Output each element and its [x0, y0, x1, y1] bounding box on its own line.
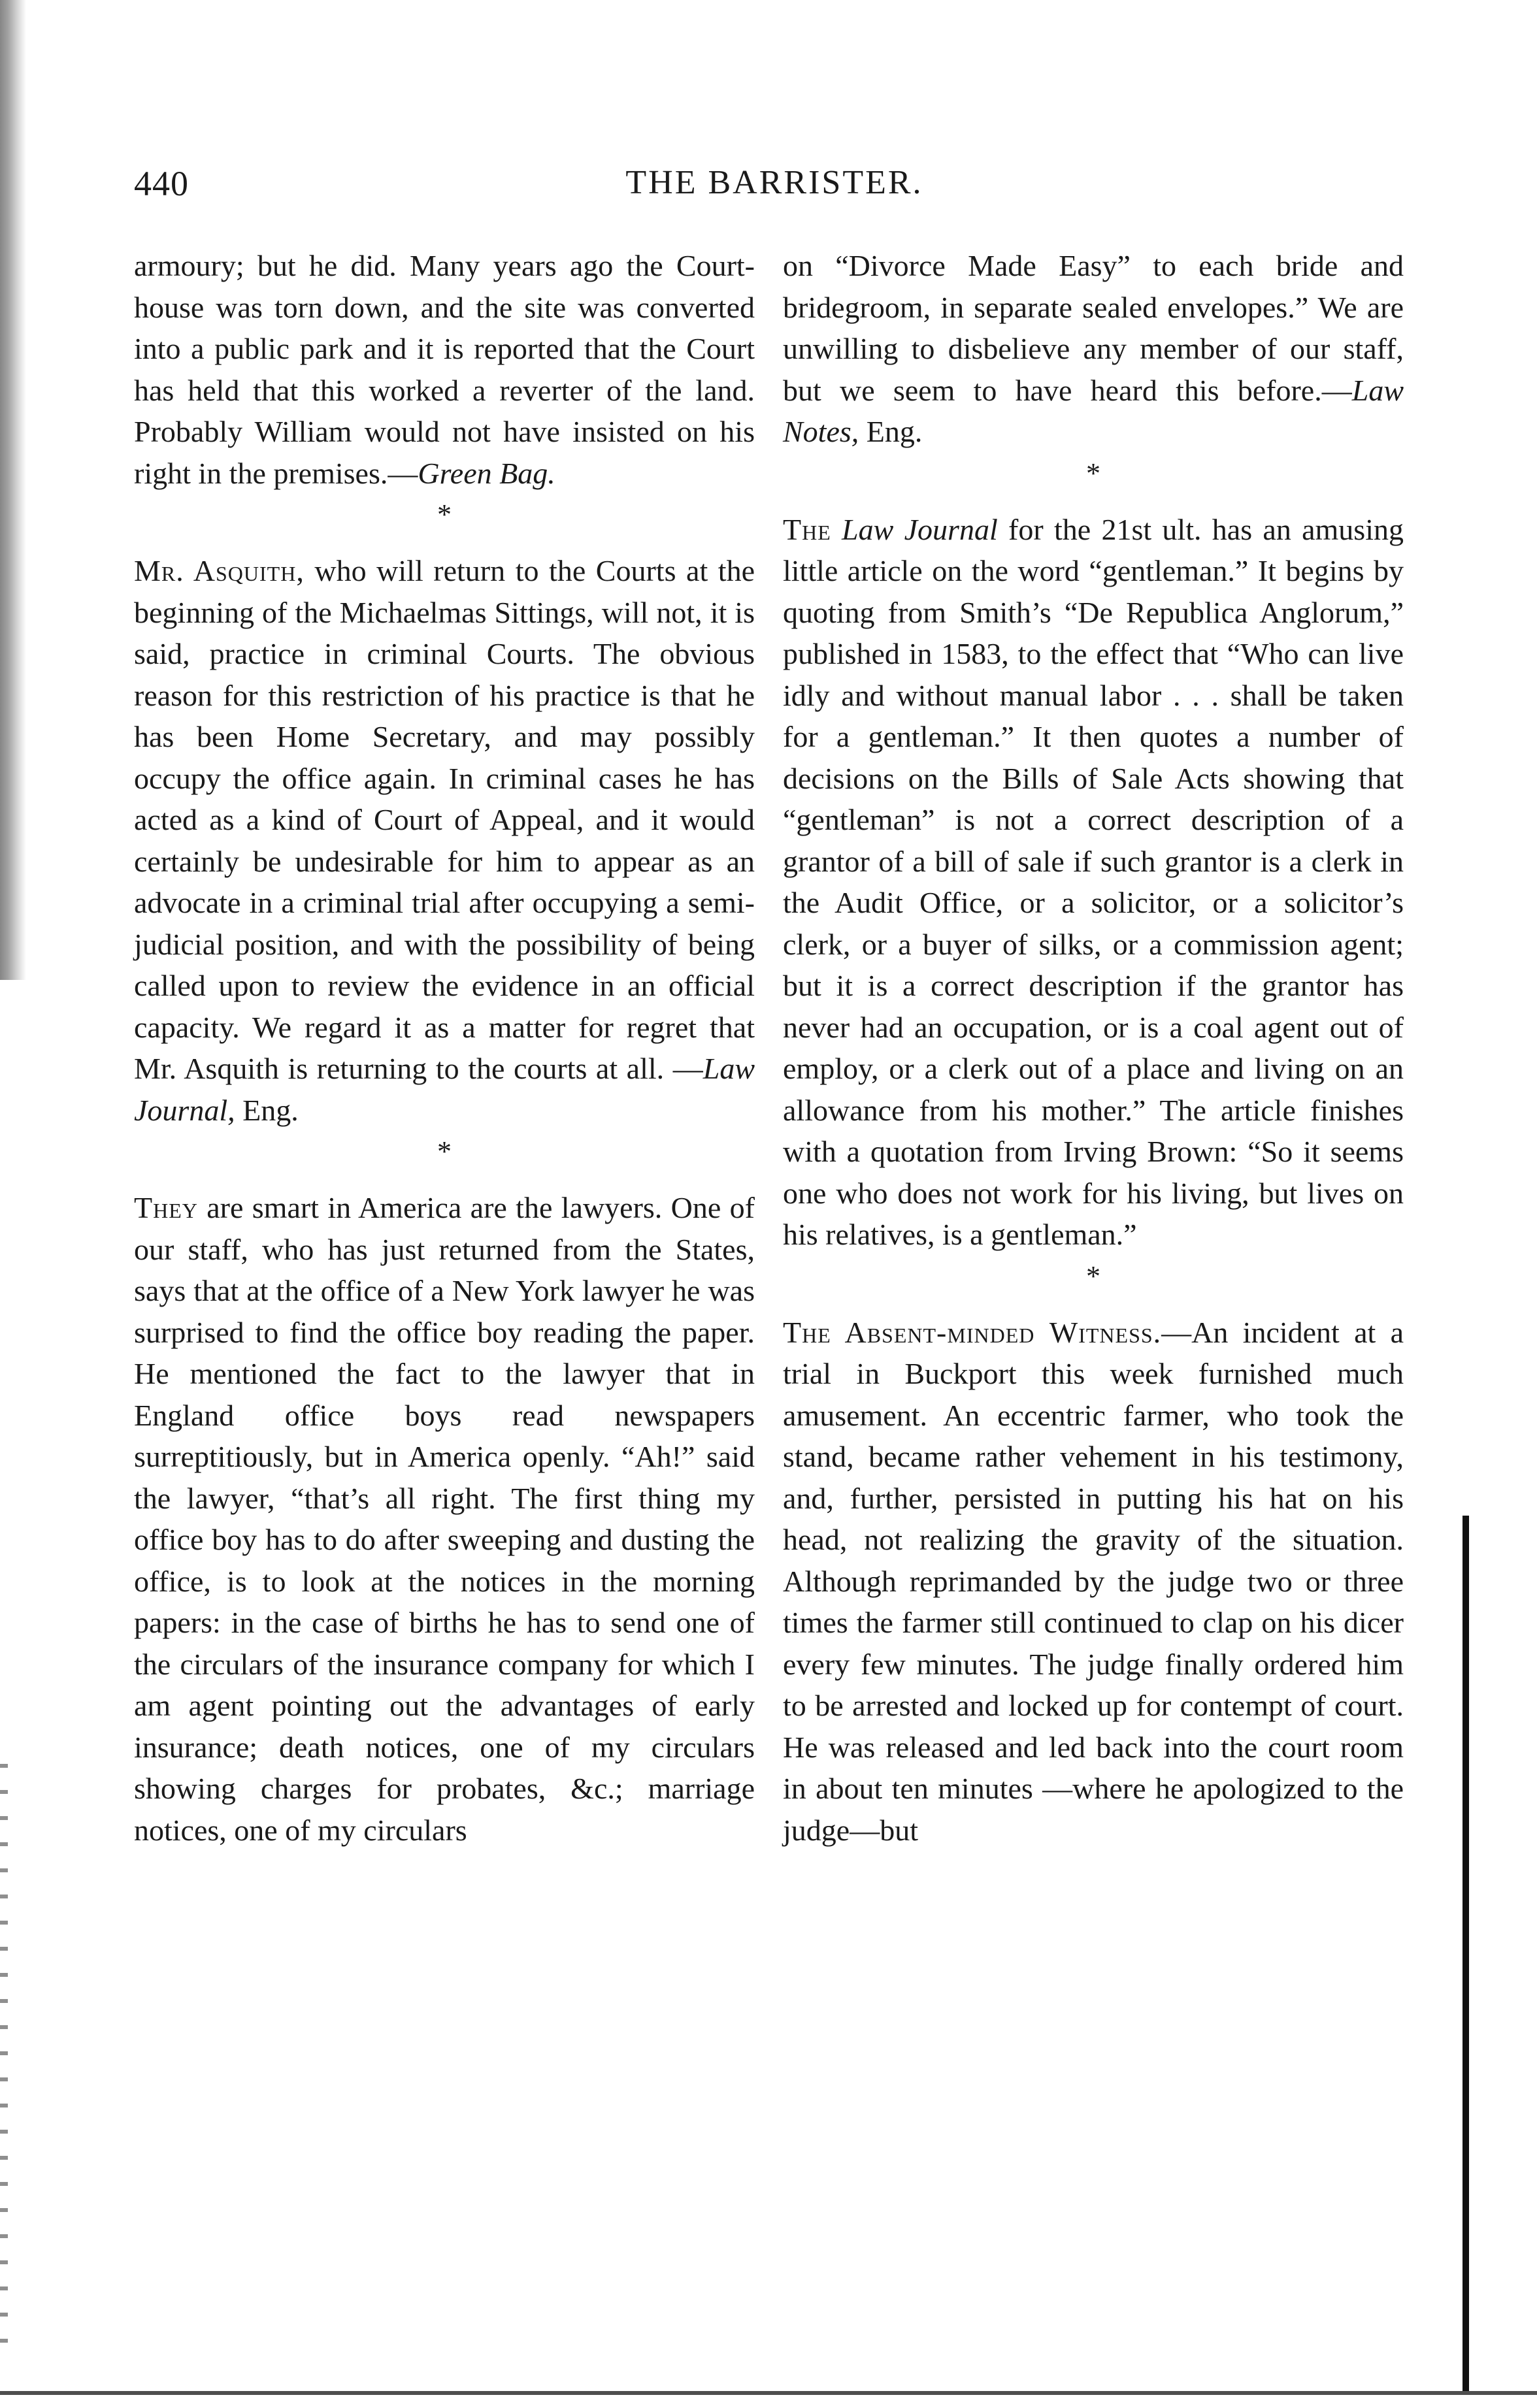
article-green-bag	[134, 245, 755, 494]
running-title: THE BARRISTER.	[625, 164, 923, 201]
article-text: for the 21st ult. has an amusing little article on the word “gentleman.” It begins by quoting from Smith’s “De Republica Anglorum,” published in 1583, to the effect that “Who can live idly and without manual labor . . . shall be taken for a gentleman.” It then quotes a number of decisions on the Bills of Sale Acts showing that “gentleman” is not a correct description of a grantor of a bill of sale if such grantor is a clerk in the Audit Office, or a solicitor, or a solicitor’s clerk, or a buyer of silks, or a commission agent; but it is a correct description if the grantor has never had an occupation, or is a coal agent out of employ, or a clerk out of a place and living on an allowance from his mother.” The article finishes with a quotation from Irving Brown: “So it seems one who does not work for his living, but lives on his relatives, is a gentleman.”	[783, 512, 1404, 1251]
article-source: Green Bag.	[418, 456, 555, 490]
article-text: are smart in America are the lawyers. One of our staff, who has just returned from the States, says that at the office of a New York lawyer he was surprised to find the office boy reading the paper. He mentioned the fact to the lawyer that in England office boys read newspapers surreptitiously, but in America openly. “Ah!” said the lawyer, “that’s all right. The first thing my office boy has to do after sweeping and dusting the office, is to look at the notices in the morning papers: in the case of births he has to send one of the circulars of the insurance company for which I am agent pointing out the advantages of early insurance; death notices, one of my circulars showing charges for probates, &c.; marriage notices, one of my circulars	[134, 1191, 755, 1847]
article-absent-minded-witness	[783, 1312, 1404, 1851]
scan-edge-marks	[0, 1764, 8, 2352]
article-text: —An incident at a trial in Buckport this week furnished much amusement. An eccentric farmer, who took the stand, became rather vehement in his testimony, and, further, persisted in putting his hat on his head, not realizing the gravity of the situation. Although reprimanded by the judge two or three times the farmer still continued to clap on his dicer every few minutes. The judge finally ordered him to be arrested and locked up for contempt of court. He was released and led back into the court room in about ten minutes —where he apologized to the judge—but	[783, 1315, 1404, 1847]
article-source: Law Journal,	[134, 1052, 755, 1127]
article-source: Law Notes,	[783, 373, 1404, 448]
bottom-edge-rule	[0, 2391, 1537, 2395]
article-lead: The Absent-minded Witness.	[783, 1315, 1162, 1349]
right-column	[783, 245, 1404, 1851]
article-lead: The	[783, 512, 831, 546]
article-source-tail: Eng.	[859, 415, 923, 448]
article-asquith	[134, 550, 755, 1131]
article-title-ref: Law Journal	[831, 512, 998, 546]
article-text: on “Divorce Made Easy” to each bride and bridegroom, in separate sealed envelopes.” We are unwilling to disbelieve any member of our staff, but we seem to have heard this before.—	[783, 249, 1404, 407]
section-separator: *	[437, 1135, 452, 1167]
page-number: 440	[134, 164, 189, 203]
scan-edge-shadow	[0, 0, 26, 980]
article-text: who will return to the Courts at the beginning of the Michaelmas Sittings, will not, it is said, practice in criminal Courts. The obvious reason for this restriction of his practice is that he has been Home Secretary, and may possibly occupy the office again. In criminal cases he has acted as a kind of Court of Appeal, and it would certainly be undesirable for him to appear as an advocate in a criminal trial after occupying a semi-judicial position, and with the possibility of being called upon to review the evidence in an official capacity. We regard it as a matter for regret that Mr. Asquith is returning to the courts at all. —	[134, 554, 755, 1085]
binding-rule	[1463, 1516, 1469, 2391]
article-source-tail: Eng.	[235, 1093, 299, 1127]
article-divorce-continued	[783, 245, 1404, 453]
article-lead: Mr. Asquith,	[134, 554, 305, 587]
page-header	[134, 163, 1415, 216]
section-separator: *	[1086, 457, 1100, 489]
left-column	[134, 245, 755, 1851]
section-separator: *	[1086, 1260, 1100, 1292]
article-gentleman	[783, 509, 1404, 1256]
article-america-lawyers	[134, 1187, 755, 1851]
article-lead: They	[134, 1191, 198, 1224]
article-text: armoury; but he did. Many years ago the Court-house was torn down, and the site was converted into a public park and it is reported that the Court has held that this worked a reverter of the land. Probably William would not have insisted on his right in the premises.—	[134, 249, 755, 490]
section-separator: *	[437, 498, 452, 530]
